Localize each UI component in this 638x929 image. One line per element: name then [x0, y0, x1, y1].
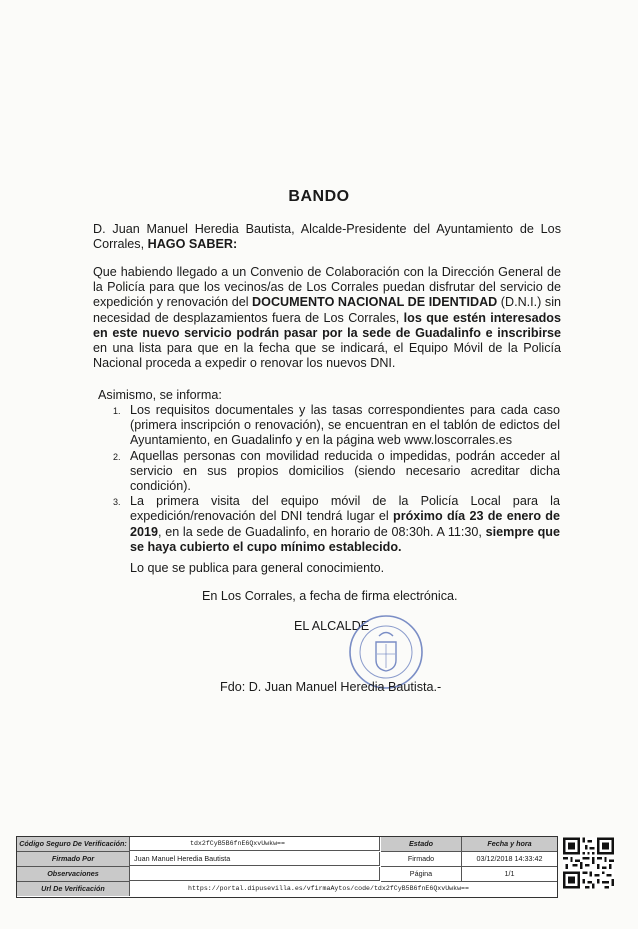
verification-row: [17, 882, 557, 897]
intro-text: D. Juan Manuel Heredia Bautista, Alcalde-Presidente del Ayuntamiento de Los Corrales,: [93, 222, 561, 252]
list-number: 2.: [113, 451, 121, 462]
verification-row: [17, 867, 557, 882]
url-value[interactable]: https://portal.dipusevilla.es/vfirmaAytos/code/tdx2fCyB5B6fnE6QxvUwkw==: [130, 882, 557, 896]
observaciones-label: Observaciones: [17, 867, 130, 882]
signature-line: Fdo: D. Juan Manuel Heredia Bautista.-: [220, 680, 442, 694]
info-list: [110, 403, 560, 555]
asimismo-heading: Asimismo, se informa:: [98, 388, 222, 402]
pagina-value: 1/1: [462, 867, 557, 882]
body-part1: Que habiendo llegado a un Convenio de Colaboración con la Dirección General de la Policía para que los vecinos/as de Los Corrales puedan disfrutar del servicio de expedición y renovación del: [93, 265, 561, 310]
firmado-por-label: Firmado Por: [17, 852, 130, 867]
list-text-c: , en la sede de Guadalinfo, en horario de 08:30h. A 11:30,: [158, 524, 486, 539]
list-text: Aquellas personas con movilidad reducida o impedidas, podrán acceder al servicio en sus propios domicilios (siendo necesario acreditar dicha condición).: [130, 448, 560, 494]
observaciones-value: [130, 867, 380, 881]
list-text-a: La primera visita del equipo móvil de la Policía Local para la expedición/renovación del DNI tendrá lugar el: [130, 494, 560, 524]
list-text: Los requisitos documentales y las tasas correspondientes para cada caso (primera inscripción o renovación), se encuentran en el tablón de edictos del Ayuntamiento, en Guadalinfo y en la página web www.loscorrales.es: [130, 403, 560, 448]
pagina-label: Página: [381, 867, 462, 882]
list-item: [110, 494, 560, 555]
estado-label: Estado: [381, 837, 462, 852]
verification-row: [17, 837, 557, 852]
body-part2: (D.N.I.) sin necesidad de desplazamientos fuera de Los Corrales,: [93, 295, 561, 325]
date-line: En Los Corrales, a fecha de firma electrónica.: [202, 589, 458, 603]
firmado-por-value: Juan Manuel Heredia Bautista: [130, 852, 380, 866]
list-item: [110, 449, 560, 495]
estado-value: Firmado: [381, 852, 462, 867]
list-number: 1.: [113, 406, 121, 416]
alcalde-label: EL ALCALDE: [294, 619, 370, 633]
codigo-label: Código Seguro De Verificación:: [17, 837, 130, 852]
fecha-label: Fecha y hora: [462, 837, 557, 852]
list-text-b: próximo día 23 de enero de 2019: [130, 509, 560, 539]
body-paragraph: [93, 265, 561, 371]
intro-bold: HAGO SABER:: [147, 237, 238, 252]
list-text-d: siempre que se haya cubierto el cupo mínimo establecido.: [130, 524, 560, 554]
list-number: 3.: [113, 497, 121, 508]
body-part3: en una lista para que en la fecha que se indicará, el Equipo Móvil de la Policía Nacional proceda a expedir o renovar los nuevos DNI.: [93, 341, 561, 371]
closing-line: Lo que se publica para general conocimiento.: [130, 561, 385, 575]
codigo-value: tdx2fCyB5B6fnE6QxvUwkw==: [130, 837, 380, 851]
verification-row: [17, 852, 557, 867]
list-item: [110, 403, 560, 449]
intro-paragraph: [93, 222, 561, 252]
qr-code-icon: [563, 836, 614, 890]
document-title: BANDO: [288, 188, 350, 205]
url-label: Url De Verificación: [17, 882, 130, 896]
body-bold1: DOCUMENTO NACIONAL DE IDENTIDAD: [252, 295, 498, 310]
fecha-value: 03/12/2018 14:33:42: [462, 852, 557, 867]
body-bold2: los que estén interesados en este nuevo servicio podrán pasar por la sede de Guadalinfo e inscribirse: [93, 310, 561, 340]
verification-table: [16, 836, 558, 898]
